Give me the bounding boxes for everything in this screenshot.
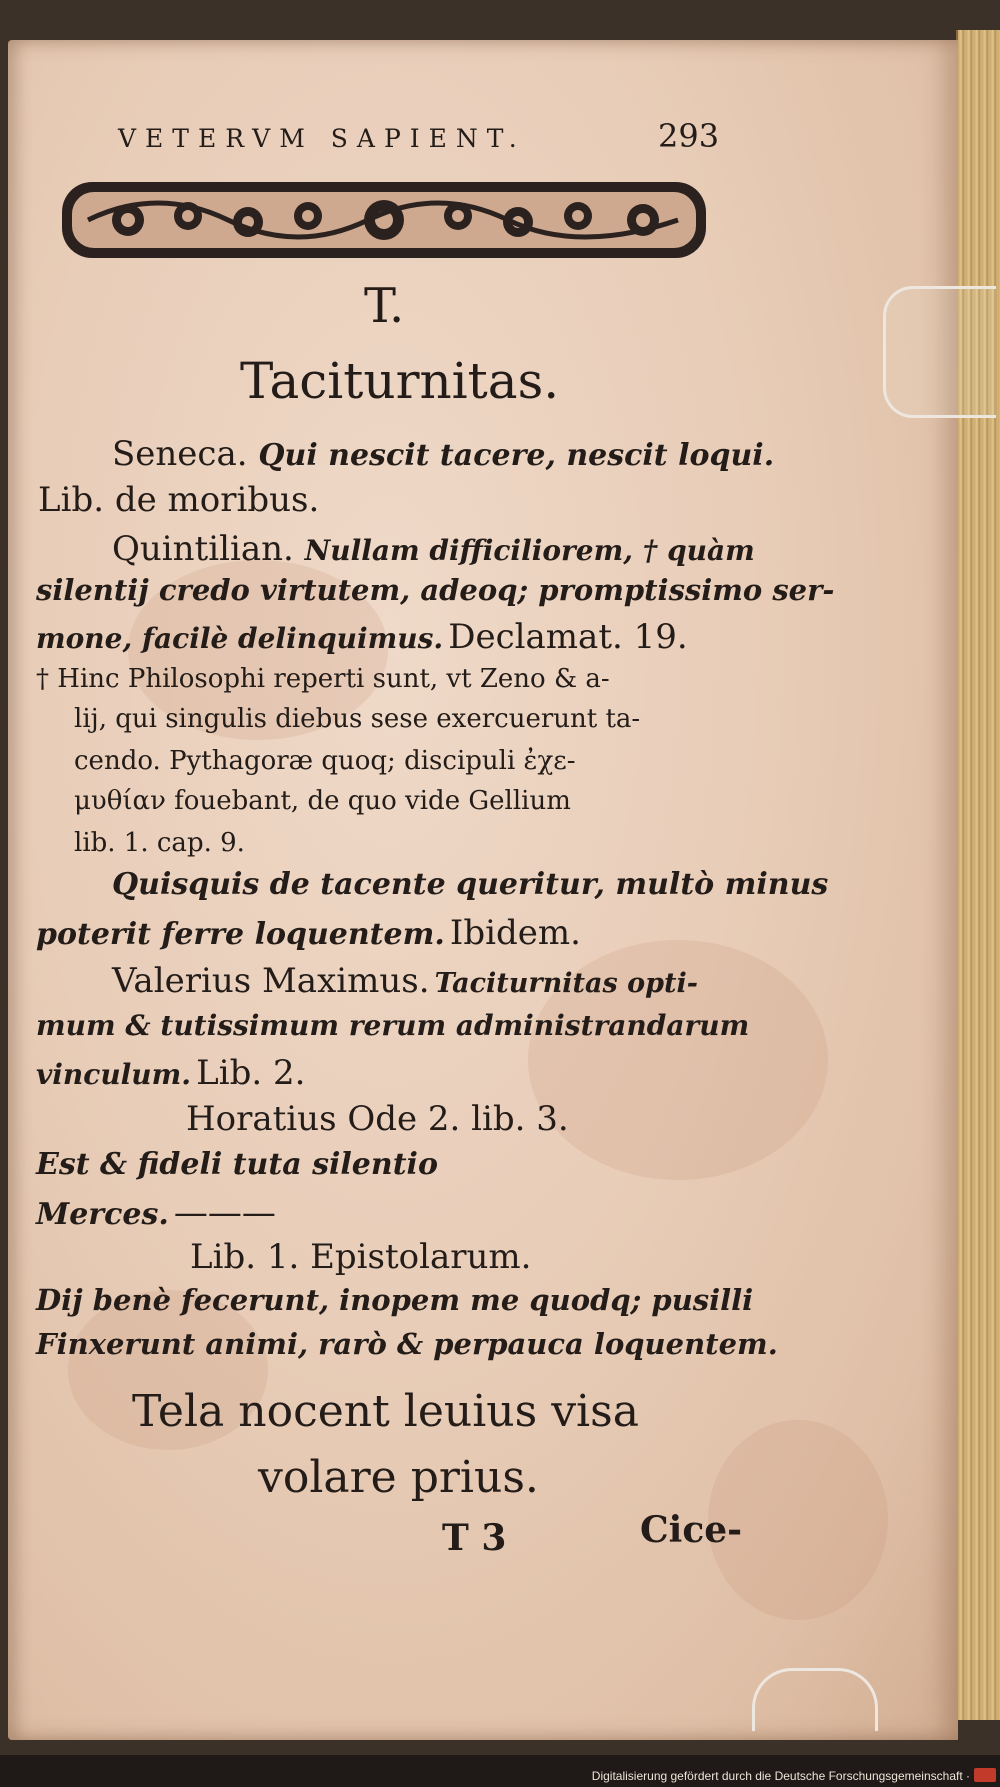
page-clip-top (883, 286, 996, 418)
note-line: † Hinc Philosophi reperti sunt, vt Zeno & a- (36, 664, 610, 694)
verse-line: Dij benè fecerunt, inopem me quodq; pusilli (36, 1283, 754, 1317)
signature-mark: T 3 (442, 1517, 507, 1559)
text-line: mum & tutissimum rerum administrandarum (36, 1009, 750, 1042)
verse-line: Est & fideli tuta silentio (36, 1147, 438, 1182)
text-line: Valerius Maximus. Taciturnitas opti- (112, 961, 698, 1001)
verse-line: Finxerunt animi, rarò & perpauca loquentem. (36, 1327, 778, 1361)
funding-credit: Digitalisierung gefördert durch die Deutsche Forschungsgemeinschaft · (591, 1769, 970, 1783)
catchword: Cice- (640, 1509, 743, 1551)
motto-line: Tela nocent leuius visa (132, 1386, 639, 1437)
ornament-band (58, 176, 710, 264)
text-line: Lib. de moribus. (38, 480, 320, 520)
motto-line: volare prius. (258, 1452, 539, 1503)
page-number: 293 (658, 117, 720, 155)
running-title: VETERVM SAPIENT. (118, 124, 526, 153)
note-line: lib. 1. cap. 9. (74, 828, 245, 858)
text-line: Quisquis de tacente queritur, multò minus (112, 867, 829, 902)
text-line: silentij credo virtutem, adeoq; promptissimo ser- (36, 573, 835, 607)
text-line: Horatius Ode 2. lib. 3. (186, 1099, 569, 1139)
verse-line: Merces. ——— (36, 1193, 276, 1233)
note-line: lij, qui singulis diebus sese exercuerunt ta- (74, 704, 641, 734)
dfg-logo-icon (974, 1768, 996, 1782)
text-line: Seneca. Qui nescit tacere, nescit loqui. (112, 434, 775, 474)
section-heading: Taciturnitas. (240, 352, 560, 410)
text-line: mone, facilè delinquimus. Declamat. 19. (36, 617, 688, 657)
text-line: vinculum. Lib. 2. (36, 1053, 306, 1093)
note-line: cendo. Pythagoræ quoq; discipuli ἐχε- (74, 746, 576, 776)
note-line: μυθίαν fouebant, de quo vide Gellium (74, 786, 571, 816)
text-line: Lib. 1. Epistolarum. (190, 1237, 532, 1277)
page-edge (956, 30, 1000, 1720)
page-clip-bottom (752, 1668, 878, 1731)
section-letter: T. (364, 278, 405, 334)
text-line: Quintilian. Nullam difficiliorem, † quàm (112, 529, 755, 569)
text-line: poterit ferre loquentem. Ibidem. (36, 913, 581, 953)
